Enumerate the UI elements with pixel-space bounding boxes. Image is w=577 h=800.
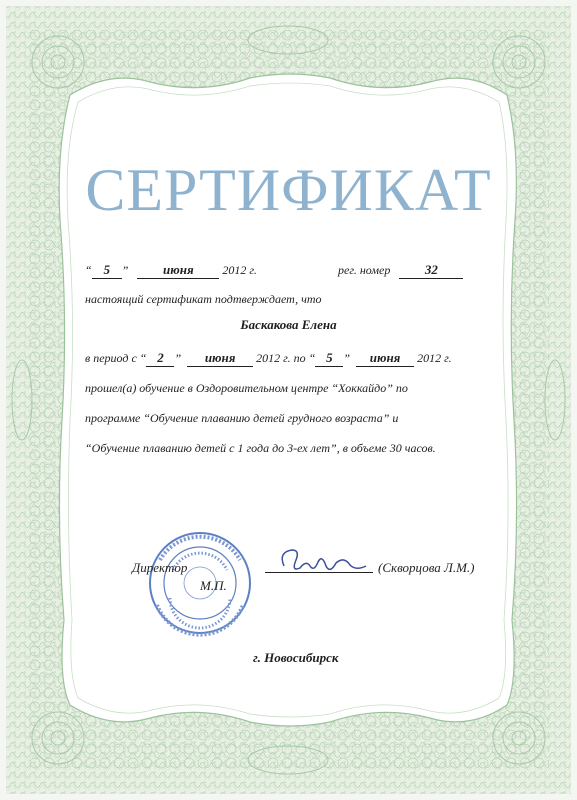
period-from-month: июня <box>187 350 253 367</box>
period-to-year: 2012 г. <box>417 351 452 365</box>
quote-close: ” <box>343 351 351 365</box>
body-line-3: “Обучение плаванию детей с 1 года до 3-ех лет”, в объеме 30 часов. <box>85 441 436 455</box>
period-to-day: 5 <box>315 350 343 367</box>
confirm-text: настоящий сертификат подтверждает, что <box>85 292 322 306</box>
quote-open: “ <box>308 351 316 365</box>
city-label: г. Новосибирск <box>253 650 339 665</box>
period-to-month: июня <box>356 350 414 367</box>
quote-close: ” <box>121 263 129 277</box>
issue-date-line <box>85 262 257 279</box>
period-from-year: 2012 г. по <box>256 351 306 365</box>
director-name: (Скворцова Л.М.) <box>378 560 475 575</box>
quote-close: ” <box>174 351 182 365</box>
body-line-1: прошел(а) обучение в Оздоровительном центре “Хоккайдо” по <box>85 381 408 395</box>
stamp-label: М.П. <box>200 578 227 593</box>
issue-day: 5 <box>92 262 122 279</box>
quote-open: “ <box>139 351 147 365</box>
issue-month: июня <box>137 262 219 279</box>
reg-number-value: 32 <box>399 262 463 279</box>
period-from-day: 2 <box>146 350 174 367</box>
period-prefix: в период с <box>85 351 137 365</box>
body-line-2: программе “Обучение плаванию детей грудного возраста” и <box>85 411 399 425</box>
issue-year: 2012 г. <box>222 263 257 277</box>
recipient-name: Баскакова Елена <box>240 317 337 332</box>
director-label: Директор <box>132 560 188 575</box>
signature-line <box>265 572 373 573</box>
certificate-title: СЕРТИФИКАТ <box>85 157 492 223</box>
period-line <box>85 350 452 367</box>
reg-number-line <box>338 262 463 279</box>
quote-open: “ <box>85 263 92 277</box>
reg-number-label: рег. номер <box>338 263 391 277</box>
